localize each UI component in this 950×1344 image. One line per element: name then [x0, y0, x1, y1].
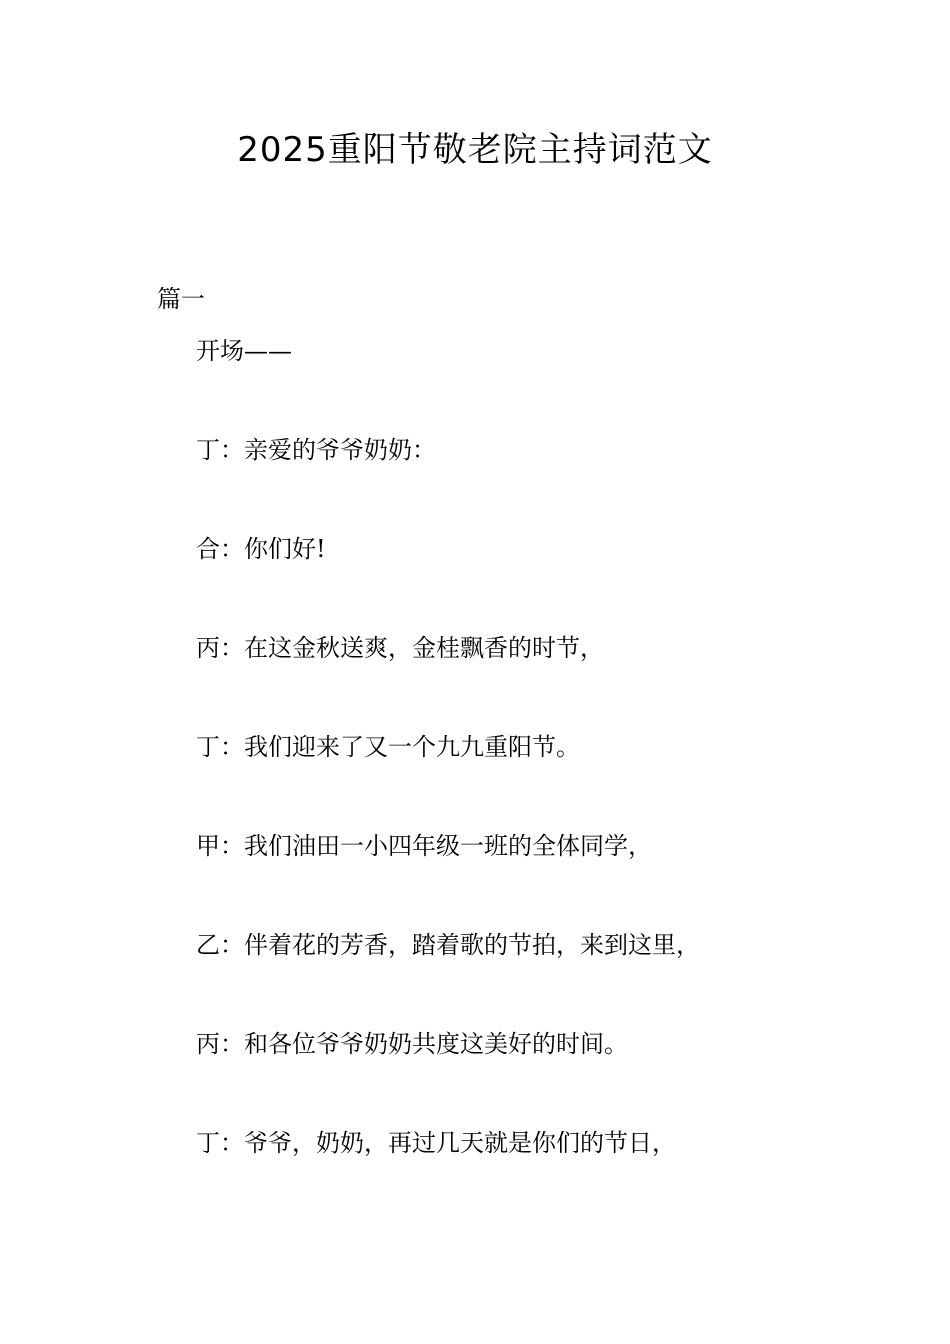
script-line: 丁：我们迎来了又一个九九重阳节。: [196, 733, 580, 761]
section-label: 篇一: [157, 285, 205, 313]
script-line: 丙：在这金秋送爽，金桂飘香的时节，: [196, 634, 604, 662]
script-line: 乙：伴着花的芳香，踏着歌的节拍，来到这里，: [196, 931, 700, 959]
script-line: 丙：和各位爷爷奶奶共度这美好的时间。: [196, 1030, 628, 1058]
script-line: 丁：亲爱的爷爷奶奶：: [196, 436, 436, 464]
script-line: 合：你们好!: [196, 535, 326, 563]
script-line: 甲：我们油田一小四年级一班的全体同学，: [196, 832, 652, 860]
script-lines: [196, 334, 896, 1225]
script-line: 开场——: [196, 337, 292, 365]
document-title: 2025重阳节敬老院主持词范文: [237, 130, 713, 170]
script-line: 丁：爷爷，奶奶，再过几天就是你们的节日，: [196, 1129, 676, 1157]
